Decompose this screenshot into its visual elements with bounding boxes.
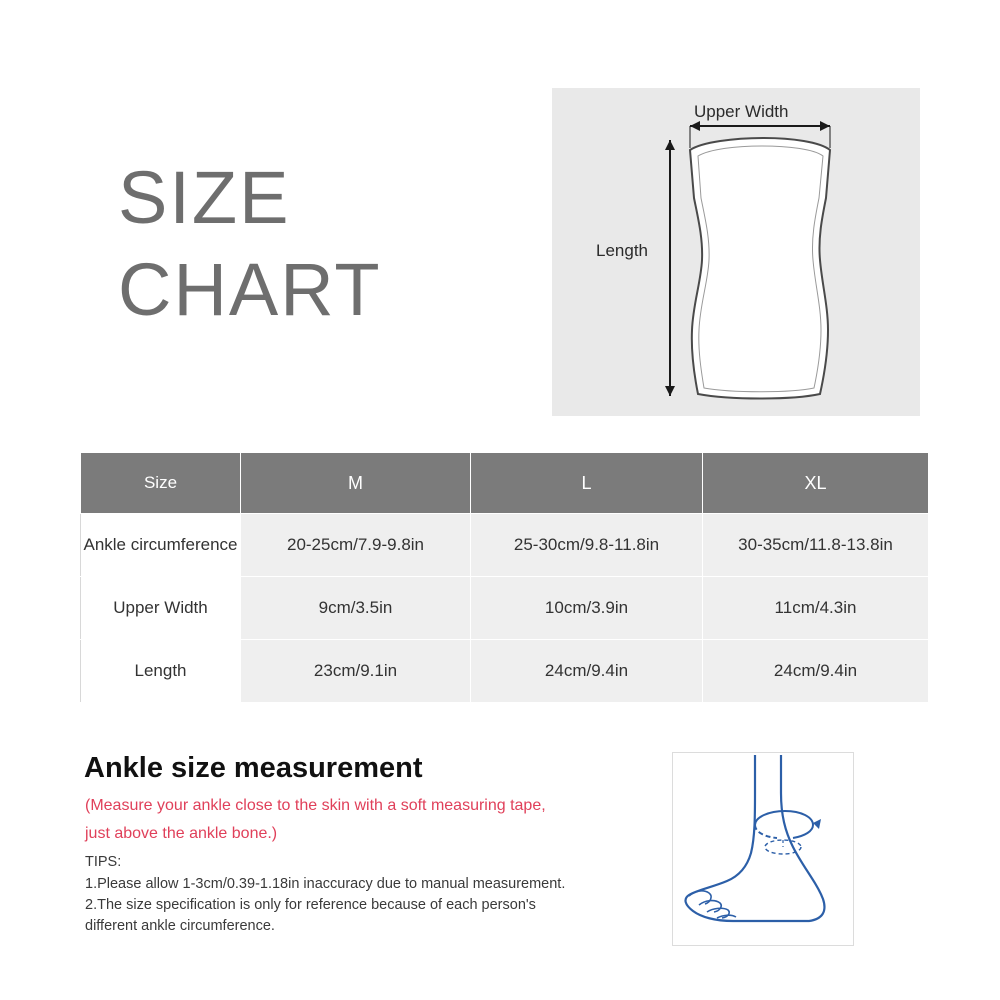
product-diagram-panel xyxy=(552,88,920,416)
cell-upper-width-l: 10cm/3.9in xyxy=(471,577,703,640)
foot-diagram-icon xyxy=(673,753,851,943)
tip-item: 1.Please allow 1-3cm/0.39-1.18in inaccuracy due to manual measurement. xyxy=(85,876,566,892)
table-row xyxy=(81,514,929,577)
tips-block xyxy=(85,852,625,937)
row-label-ankle-circumference: Ankle circumference xyxy=(81,514,241,577)
page-title xyxy=(118,152,538,336)
table-header-row xyxy=(81,453,929,514)
measurement-heading: Ankle size measurement xyxy=(84,752,423,784)
page-title-line-1: SIZE xyxy=(118,156,291,239)
row-label-upper-width: Upper Width xyxy=(81,577,241,640)
cell-upper-width-xl: 11cm/4.3in xyxy=(703,577,929,640)
cell-ankle-circumference-l: 25-30cm/9.8-11.8in xyxy=(471,514,703,577)
size-chart-table xyxy=(80,452,929,703)
upper-width-label: Upper Width xyxy=(694,102,789,121)
tips-title: TIPS: xyxy=(85,854,122,870)
cell-upper-width-m: 9cm/3.5in xyxy=(241,577,471,640)
header-section xyxy=(0,0,1000,440)
table-row xyxy=(81,640,929,703)
foot-measurement-panel xyxy=(672,752,854,946)
table-row xyxy=(81,577,929,640)
row-label-length: Length xyxy=(81,640,241,703)
cell-length-l: 24cm/9.4in xyxy=(471,640,703,703)
measurement-subtitle xyxy=(85,792,645,848)
tip-item: different ankle circumference. xyxy=(85,918,275,934)
page-title-line-2: CHART xyxy=(118,248,382,331)
measurement-section xyxy=(0,738,1000,1000)
tip-item: 2.The size specification is only for reference because of each person's xyxy=(85,897,536,913)
cell-ankle-circumference-xl: 30-35cm/11.8-13.8in xyxy=(703,514,929,577)
cell-length-xl: 24cm/9.4in xyxy=(703,640,929,703)
ankle-sleeve-diagram-icon xyxy=(552,88,920,416)
column-header-xl: XL xyxy=(703,453,929,514)
column-header-l: L xyxy=(471,453,703,514)
measurement-subtitle-line-1: (Measure your ankle close to the skin with a soft measuring tape, xyxy=(85,797,546,814)
column-header-size: Size xyxy=(81,453,241,514)
length-label: Length xyxy=(596,241,648,260)
measurement-subtitle-line-2: just above the ankle bone.) xyxy=(85,825,278,842)
cell-length-m: 23cm/9.1in xyxy=(241,640,471,703)
cell-ankle-circumference-m: 20-25cm/7.9-9.8in xyxy=(241,514,471,577)
column-header-m: M xyxy=(241,453,471,514)
